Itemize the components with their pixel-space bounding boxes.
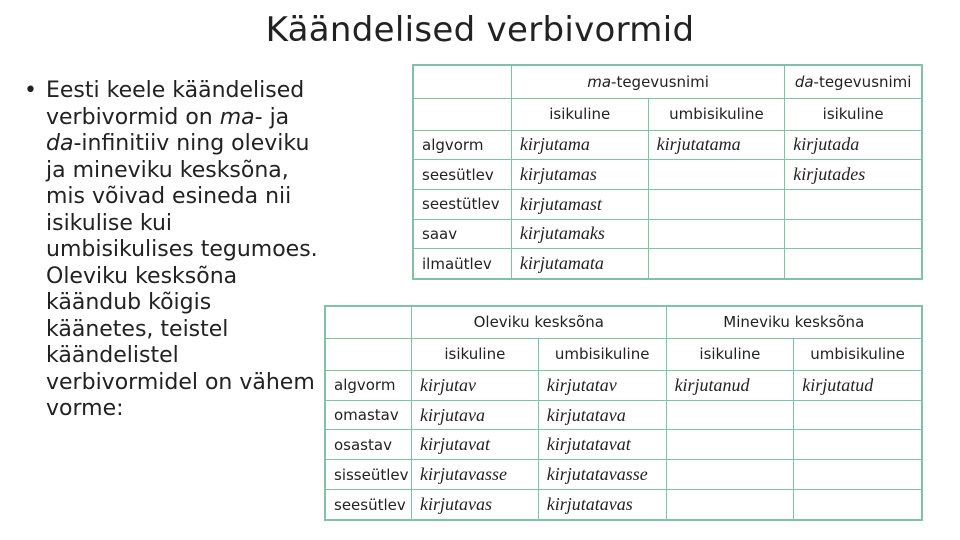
case-label: seesütlev (326, 490, 412, 520)
form-cell: kirjutama (511, 130, 648, 160)
empty-corner-cell (414, 66, 512, 99)
form-cell (794, 490, 922, 520)
table-row (326, 370, 922, 400)
case-label: saav (414, 219, 512, 249)
sub-header: umbisikuline (538, 338, 666, 370)
table-row (326, 490, 922, 520)
table-row (326, 400, 922, 430)
form-cell: kirjutanud (666, 370, 794, 400)
bullet-point: • (24, 78, 37, 103)
form-cell: kirjutav (411, 370, 538, 400)
group-header-da-infinitive: da-tegevusnimi (785, 66, 922, 99)
case-label: ilmaütlev (414, 249, 512, 279)
form-cell (794, 460, 922, 490)
bullet-paragraph (24, 78, 324, 423)
form-cell: kirjutamast (511, 189, 648, 219)
form-cell: kirjutatav (538, 370, 666, 400)
sub-header: isikuline (666, 338, 794, 370)
form-cell (648, 189, 785, 219)
sub-header: isikuline (511, 98, 648, 130)
empty-corner-cell (326, 307, 412, 339)
form-cell (666, 460, 794, 490)
form-cell (648, 249, 785, 279)
form-cell: kirjutada (785, 130, 922, 160)
bullet-text: Eesti keele käändelised verbivormid on ma- ja da-infinitiiv ning oleviku ja mineviku kesksõna, mis võivad esineda nii isikulise kui umbisikulises tegumoes. Oleviku kesksõna käändub kõigis käänetes, teistel käändelistel verbivormidel on vähem vorme: (46, 78, 318, 421)
form-cell (648, 219, 785, 249)
sub-header: umbisikuline (648, 98, 785, 130)
form-cell (785, 189, 922, 219)
case-label: algvorm (326, 370, 412, 400)
form-cell: kirjutatavat (538, 430, 666, 460)
case-label: sisseütlev (326, 460, 412, 490)
form-cell (666, 400, 794, 430)
form-cell (785, 249, 922, 279)
form-cell: kirjutavat (411, 430, 538, 460)
form-cell: kirjutatavasse (538, 460, 666, 490)
form-cell: kirjutatama (648, 130, 785, 160)
group-header-present-participle: Oleviku kesksõna (411, 307, 666, 339)
table-row (414, 219, 922, 249)
table-row (414, 189, 922, 219)
form-cell: kirjutamas (511, 160, 648, 190)
empty-corner-cell (326, 338, 412, 370)
case-label: algvorm (414, 130, 512, 160)
form-cell (794, 430, 922, 460)
group-header-ma-infinitive: ma-tegevusnimi (511, 66, 784, 99)
sub-header: isikuline (411, 338, 538, 370)
form-cell: kirjutades (785, 160, 922, 190)
table-row (414, 160, 922, 190)
form-cell: kirjutatud (794, 370, 922, 400)
case-label: osastav (326, 430, 412, 460)
case-label: seesütlev (414, 160, 512, 190)
table-row (326, 430, 922, 460)
empty-corner-cell (414, 98, 512, 130)
form-cell: kirjutavasse (411, 460, 538, 490)
case-label: seestütlev (414, 189, 512, 219)
form-cell: kirjutamata (511, 249, 648, 279)
infinitive-table (413, 65, 922, 279)
form-cell (648, 160, 785, 190)
form-cell: kirjutavas (411, 490, 538, 520)
sub-header: isikuline (785, 98, 922, 130)
case-label: omastav (326, 400, 412, 430)
table-row (326, 460, 922, 490)
group-header-past-participle: Mineviku kesksõna (666, 307, 921, 339)
form-cell: kirjutatavas (538, 490, 666, 520)
participle-table (325, 306, 922, 520)
form-cell: kirjutamaks (511, 219, 648, 249)
sub-header: umbisikuline (794, 338, 922, 370)
table-row (414, 249, 922, 279)
form-cell (785, 219, 922, 249)
slide-title: Käändelised verbivormid (265, 10, 695, 50)
table-row (414, 130, 922, 160)
form-cell (666, 430, 794, 460)
form-cell (794, 400, 922, 430)
form-cell: kirjutatava (538, 400, 666, 430)
form-cell: kirjutava (411, 400, 538, 430)
form-cell (666, 490, 794, 520)
